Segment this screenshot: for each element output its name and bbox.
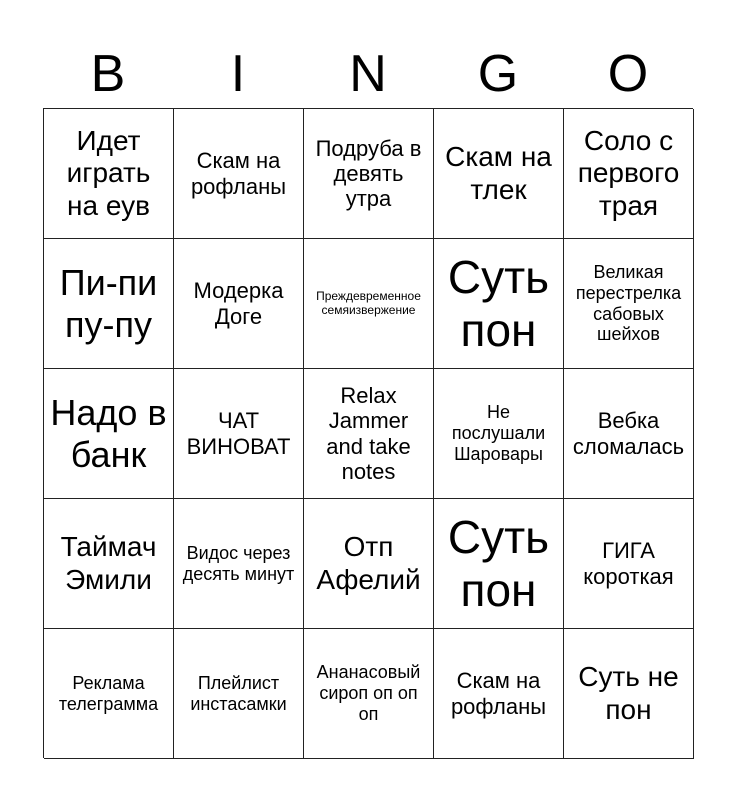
bingo-header xyxy=(43,40,693,108)
bingo-cell[interactable]: ЧАТ ВИНОВАТ xyxy=(174,369,304,499)
bingo-cell[interactable]: Соло с первого трая xyxy=(564,109,694,239)
header-letter-b: B xyxy=(90,45,126,103)
bingo-cell[interactable]: Отп Афелий xyxy=(304,499,434,629)
bingo-cell[interactable]: Таймач Эмили xyxy=(44,499,174,629)
bingo-cell[interactable]: Relax Jammer and take notes xyxy=(304,369,434,499)
bingo-cell[interactable]: Скам на рофланы xyxy=(434,629,564,759)
bingo-cell[interactable]: Пи-пи пу-пу xyxy=(44,239,174,369)
bingo-cell[interactable]: ГИГА короткая xyxy=(564,499,694,629)
bingo-cell[interactable]: Суть пон xyxy=(434,239,564,369)
header-letter-g: G xyxy=(477,45,519,103)
header-letter-n: N xyxy=(349,45,387,103)
bingo-cell[interactable]: Великая перестрелка сабовых шейхов xyxy=(564,239,694,369)
bingo-cell[interactable]: Подруба в девять утра xyxy=(304,109,434,239)
bingo-cell[interactable]: Скам на рофланы xyxy=(174,109,304,239)
bingo-cell[interactable]: Реклама телеграмма xyxy=(44,629,174,759)
bingo-cell[interactable]: Вебка сломалась xyxy=(564,369,694,499)
header-letter-o: O xyxy=(607,45,649,103)
bingo-cell[interactable]: Преждевременное семяизвержение xyxy=(304,239,434,369)
bingo-cell[interactable]: Видос через десять минут xyxy=(174,499,304,629)
bingo-cell[interactable]: Модерка Доге xyxy=(174,239,304,369)
bingo-cell[interactable]: Ананасовый сироп оп оп оп xyxy=(304,629,434,759)
bingo-cell[interactable]: Скам на тлек xyxy=(434,109,564,239)
bingo-cell[interactable]: Надо в банк xyxy=(44,369,174,499)
bingo-cell[interactable]: Суть пон xyxy=(434,499,564,629)
bingo-board xyxy=(43,108,693,758)
bingo-cell[interactable]: Не послушали Шаровары xyxy=(434,369,564,499)
bingo-cell[interactable]: Плейлист инстасамки xyxy=(174,629,304,759)
bingo-cell[interactable]: Суть не пон xyxy=(564,629,694,759)
bingo-cell[interactable]: Идет играть на еув xyxy=(44,109,174,239)
header-letter-i: I xyxy=(230,45,246,103)
